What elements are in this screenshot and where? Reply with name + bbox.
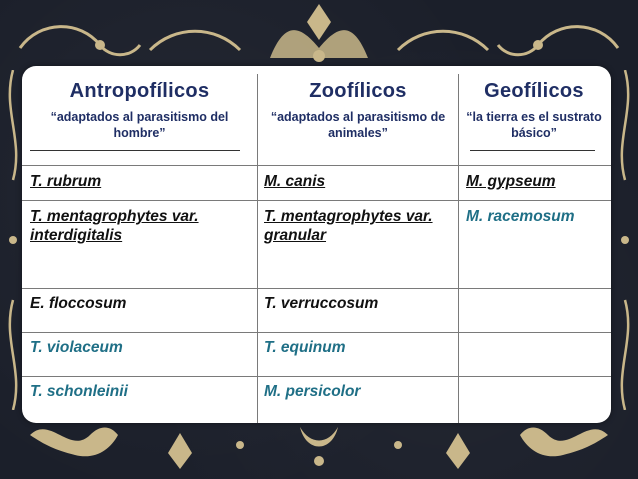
table-card [22,66,611,423]
column-title: Antropofílicos [69,80,210,102]
table-cell: T. violaceum [30,339,123,356]
table-cell: T. mentagrophytes var. interdigitalis [30,208,199,244]
column-title: Zoofílicos [309,80,407,102]
column-subtitle: “adaptados al parasitismo del hombre” [50,110,229,140]
table-cell: M. racemosum [466,208,575,225]
row-divider [22,376,611,377]
table-cell: T. rubrum [30,173,102,190]
table-cell: T. schonleinii [30,383,128,400]
top-ornament [0,0,638,70]
table-cell: T. equinum [264,339,346,356]
right-ornament [612,70,638,410]
table-cell: T. verruccosum [264,295,379,312]
table-cell: M. canis [264,173,326,190]
table-cell: E. floccosum [30,295,127,312]
column-divider [458,74,459,423]
header-zoofilicos [258,66,458,216]
header-underline [30,150,240,151]
header-antropofilicos [22,66,257,216]
row-divider [22,200,611,201]
column-subtitle: “adaptados al parasitismo de animales” [270,110,446,140]
row-divider [22,332,611,333]
header-underline [470,150,595,151]
table-cell: M. persicolor [264,383,361,400]
column-title: Geofílicos [484,80,584,102]
table-cell: M. gypseum [466,173,556,190]
table-cell: T. mentagrophytes var. granular [264,208,433,244]
row-divider [22,288,611,289]
column-subtitle: “la tierra es el sustrato básico” [466,110,602,140]
row-divider [22,165,611,166]
column-divider [257,74,258,423]
header-geofilicos [459,66,609,216]
